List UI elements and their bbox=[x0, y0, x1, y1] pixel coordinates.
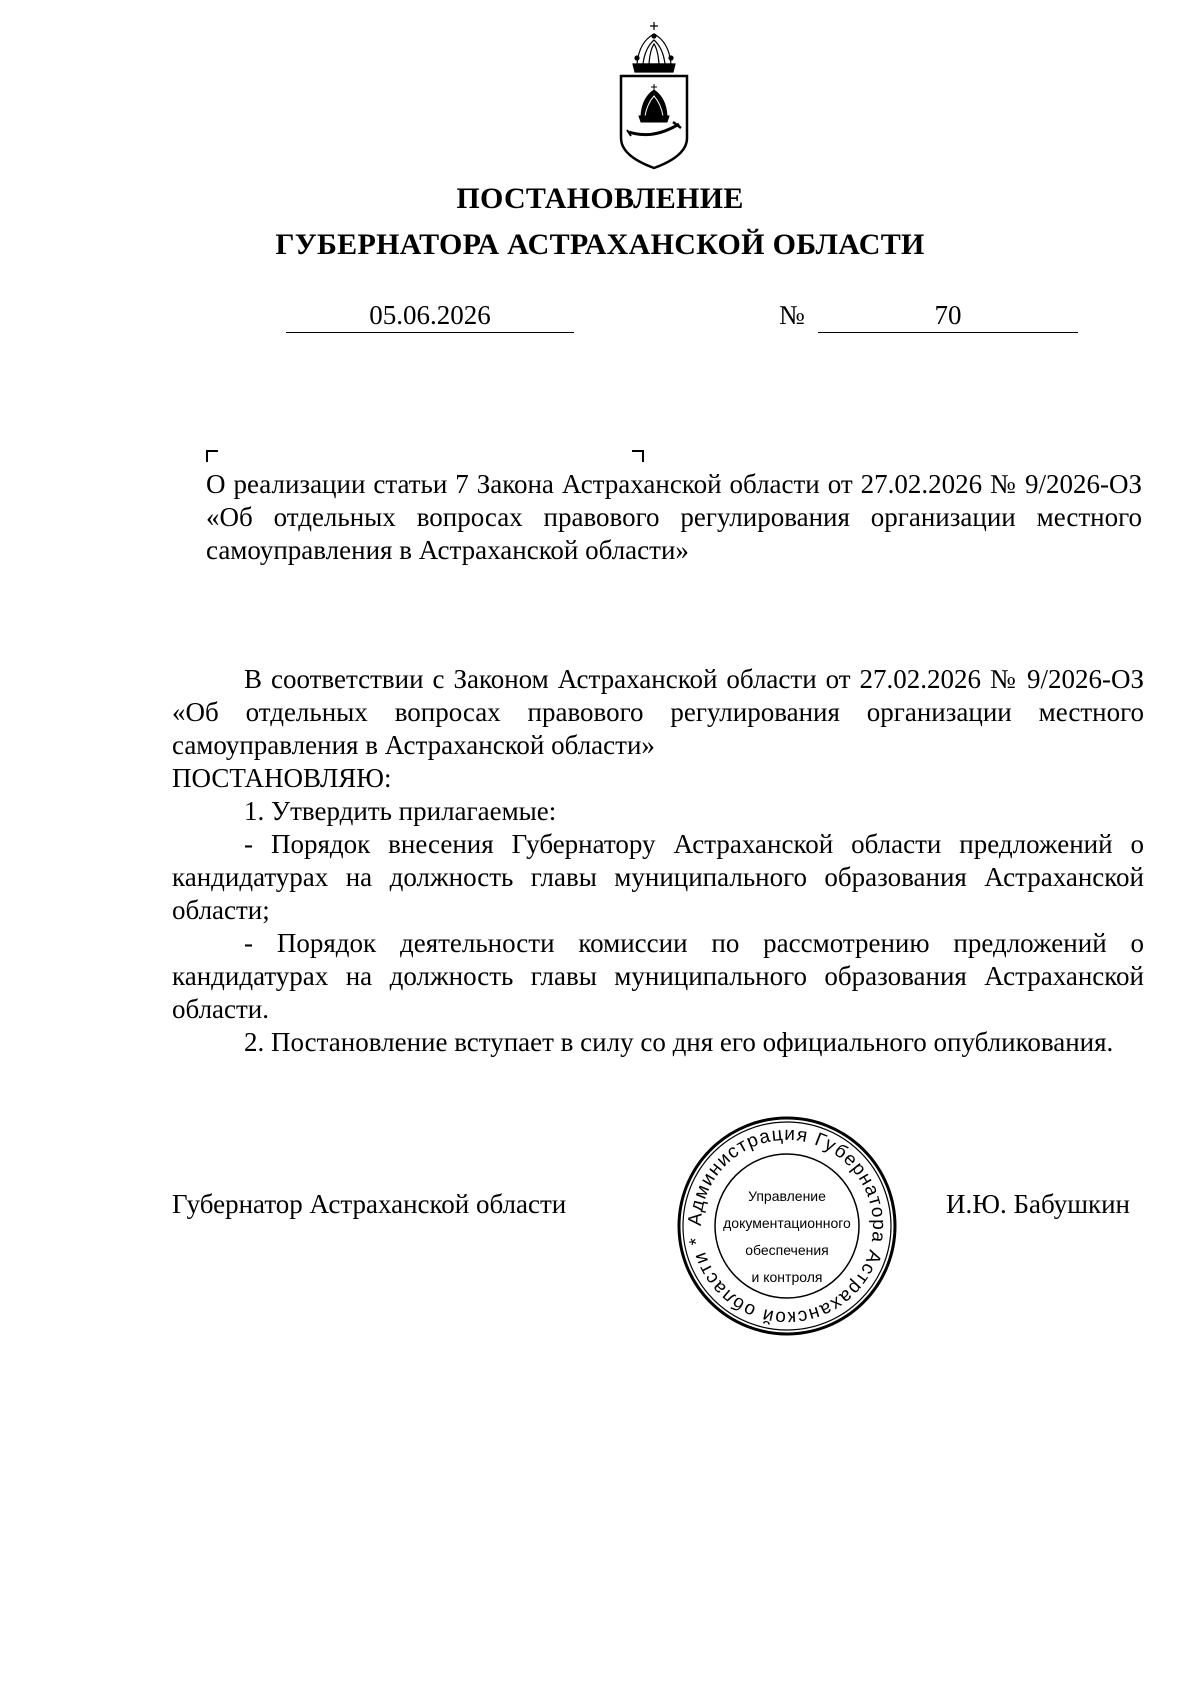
signatory-position: Губернатор Астраханской области bbox=[172, 1189, 567, 1219]
subject-corner-left bbox=[206, 450, 218, 462]
item-1-paragraph: 1. Утвердить прилагаемые: bbox=[244, 796, 557, 826]
document-title bbox=[0, 176, 1200, 268]
title-line-1: ПОСТАНОВЛЕНИЕ bbox=[456, 182, 744, 215]
document-subject: О реализации статьи 7 Закона Астраханской области от 27.02.2026 № 9/2026-ОЗ «Об отдельных вопросах правового регулирования организации местного самоуправления в Астраханской области» bbox=[206, 469, 1142, 565]
number-sign: № bbox=[779, 300, 805, 330]
subject-corner-right bbox=[632, 450, 644, 462]
preamble-paragraph: В соответствии с Законом Астраханской области от 27.02.2026 № 9/2026-ОЗ «Об отдельных вопросах правового регулирования организации местного самоуправления в Астраханской области» bbox=[172, 664, 1144, 760]
astrakhan-coat-of-arms-icon bbox=[613, 20, 695, 170]
item-1a-paragraph: - Порядок внесения Губернатору Астраханской области предложений о кандидатурах на должность главы муниципального образования Астраханской области; bbox=[172, 829, 1144, 925]
stamp-line-3: обеспечения bbox=[745, 1242, 829, 1258]
official-stamp bbox=[676, 1115, 898, 1337]
item-1b-paragraph: - Порядок деятельности комиссии по рассмотрению предложений о кандидатурах на должность главы муниципального образования Астраханской области. bbox=[172, 928, 1144, 1024]
signatory-name: И.Ю. Бабушкин bbox=[946, 1189, 1131, 1219]
document-date: 05.06.2026 bbox=[286, 298, 574, 333]
stamp-line-1: Управление bbox=[748, 1188, 826, 1204]
resolve-paragraph: ПОСТАНОВЛЯЮ: bbox=[172, 763, 392, 793]
document-body bbox=[172, 663, 1144, 1059]
stamp-inner-text bbox=[676, 1183, 898, 1291]
title-line-2: ГУБЕРНАТОРА АСТРАХАНСКОЙ ОБЛАСТИ bbox=[275, 228, 925, 261]
item-2-paragraph: 2. Постановление вступает в силу со дня его официального опубликования. bbox=[244, 1027, 1114, 1057]
stamp-ring-text: Администрация Губернатора Астраханской области * bbox=[684, 1123, 890, 1329]
stamp-line-4: и контроля bbox=[751, 1269, 823, 1285]
stamp-line-2: документационного bbox=[723, 1215, 851, 1231]
document-number: 70 bbox=[818, 298, 1078, 333]
